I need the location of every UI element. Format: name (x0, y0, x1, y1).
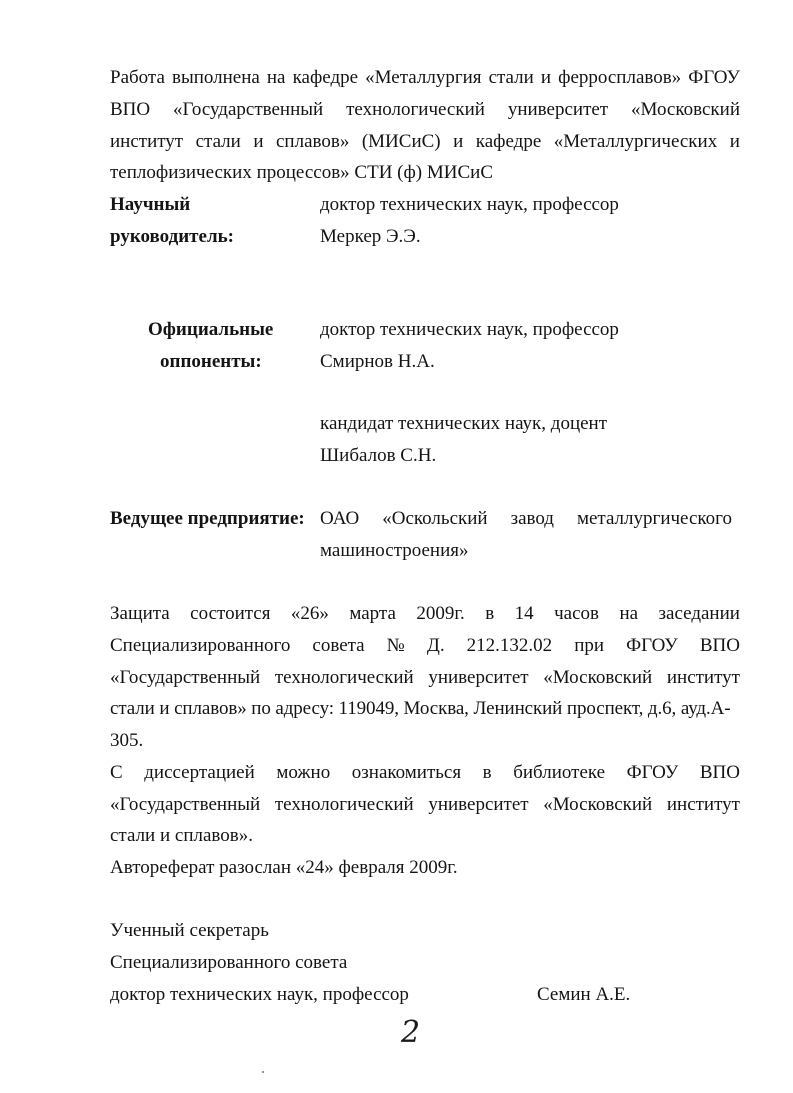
word: 212.132.02 (466, 635, 553, 656)
word: № (386, 635, 405, 656)
page-number: 2 (401, 1015, 421, 1050)
word: металлургического (576, 508, 732, 529)
word: в (482, 762, 492, 783)
secretary-title: Ученный секретарь (110, 920, 269, 941)
word: институт (666, 794, 740, 815)
supervisor-degree: доктор технических наук, профессор (320, 194, 619, 215)
word: ВПО (699, 762, 740, 783)
word: ФГОУ (688, 67, 740, 88)
word: диссертацией (144, 762, 255, 783)
word: стали (488, 67, 534, 88)
word: «Металлургия (365, 67, 482, 88)
dispatch-date: Автореферат разослан «24» февраля 2009г. (110, 857, 458, 878)
word: на (266, 67, 286, 88)
word: «Московский (631, 99, 740, 120)
word: кафедре (475, 131, 542, 152)
word: ФГОУ (626, 635, 678, 656)
word: институт (110, 131, 184, 152)
defense-line-1 (110, 598, 740, 630)
word: ФГОУ (626, 762, 679, 783)
opponent-1-name: Смирнов Н.А. (320, 351, 435, 372)
word: Специализированного (110, 635, 291, 656)
word: университет (428, 794, 529, 815)
word: «Металлургических (553, 131, 718, 152)
scan-speck (262, 1071, 264, 1073)
opponents-label-2: оппоненты: (160, 351, 262, 372)
intro-line-2 (110, 94, 740, 126)
library-line-1 (110, 757, 740, 789)
word: Д. (426, 635, 445, 656)
defense-line-2 (110, 630, 740, 662)
word: стали (195, 131, 241, 152)
word: «Московский (543, 667, 653, 688)
word: институт (666, 667, 740, 688)
word: Работа (110, 67, 165, 88)
defense-line-3 (110, 662, 740, 694)
word: выполнена (171, 67, 260, 88)
word: технологический (274, 794, 414, 815)
word: С (110, 762, 123, 783)
word: технологический (346, 99, 485, 120)
defense-line-5: 305. (110, 730, 144, 751)
word: «Государственный (173, 99, 324, 120)
word: ВПО (699, 635, 740, 656)
word: сплавов» (276, 131, 350, 152)
word: «Оскольский (382, 508, 488, 529)
word: можно (276, 762, 331, 783)
word: завод (510, 508, 554, 529)
opponent-2-degree: кандидат технических наук, доцент (320, 413, 608, 434)
leading-org-label: Ведущее предприятие: (110, 508, 305, 529)
word: ферросплавов» (558, 67, 682, 88)
word: 14 (514, 603, 534, 624)
word: заседании (658, 603, 740, 624)
word: и (253, 131, 264, 152)
word: университет (507, 99, 609, 120)
word: «26» (290, 603, 329, 624)
word: и (729, 131, 740, 152)
library-line-2 (110, 789, 740, 821)
word: на (619, 603, 639, 624)
secretary-council: Специализированного совета (110, 952, 348, 973)
library-line-3: стали и сплавов». (110, 825, 253, 846)
secretary-name: Семин А.Е. (537, 984, 631, 1005)
word: совета (312, 635, 365, 656)
intro-line-3 (110, 126, 740, 158)
word: «Государственный (110, 794, 261, 815)
word: и (540, 67, 552, 88)
word: состоится (190, 603, 271, 624)
word: 2009г. (416, 603, 465, 624)
word: в (485, 603, 495, 624)
word: «Государственный (110, 667, 261, 688)
word: и (453, 131, 464, 152)
word: ознакомиться (351, 762, 462, 783)
word: при (574, 635, 605, 656)
intro-line-1 (110, 62, 740, 94)
word: «Московский (543, 794, 653, 815)
word: Защита (110, 603, 170, 624)
supervisor-name: Меркер Э.Э. (320, 226, 421, 247)
leading-org-line-1 (320, 503, 732, 535)
word: марта (349, 603, 396, 624)
leading-org-line-2: машиностроения» (320, 540, 469, 561)
word: университет (428, 667, 529, 688)
word: (МИСиС) (361, 131, 441, 152)
secretary-degree: доктор технических наук, профессор (110, 984, 409, 1005)
opponents-label-1: Официальные (148, 319, 274, 340)
word: ОАО (320, 508, 360, 529)
opponent-1-degree: доктор технических наук, профессор (320, 319, 619, 340)
intro-line-4: теплофизических процессов» СТИ (ф) МИСиС (110, 162, 494, 183)
word: технологический (274, 667, 414, 688)
supervisor-label-2: руководитель: (110, 226, 234, 247)
word: часов (554, 603, 600, 624)
word: библиотеке (513, 762, 606, 783)
word: кафедре (292, 67, 359, 88)
opponent-2-name: Шибалов С.Н. (320, 445, 437, 466)
supervisor-label-1: Научный (110, 194, 191, 215)
word: ВПО (110, 99, 151, 120)
defense-line-4: стали и сплавов» по адресу: 119049, Москва, Ленинский проспект, д.6, ауд.А- (110, 698, 731, 719)
